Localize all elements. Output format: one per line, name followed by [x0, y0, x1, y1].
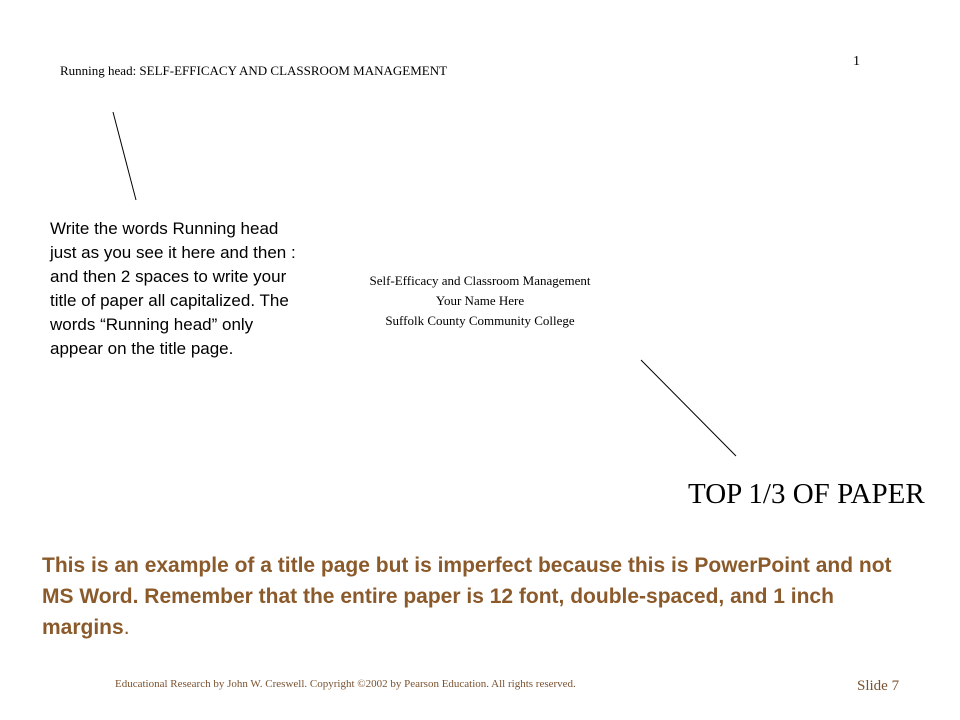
running-head: Running head: SELF-EFFICACY AND CLASSROOM MANAGEMENT: [60, 63, 448, 78]
copyright-footer: Educational Research by John W. Creswell. Copyright ©2002 by Pearson Education. All rights reserved.: [115, 678, 576, 690]
note-text: [42, 550, 922, 643]
note-body: This is an example of a title page but is imperfect because this is PowerPoint and not MS Word. Remember that the entire paper is 12 font, double-spaced, and 1 inch margins: [42, 554, 892, 639]
slide-number: Slide 7: [857, 678, 900, 694]
institution-name: Suffolk County Community College: [385, 313, 575, 328]
top-third-label: TOP 1/3 OF PAPER: [688, 478, 925, 510]
top-third-pointer-line: [641, 360, 736, 456]
running-head-pointer-line: [113, 112, 136, 200]
page-number: 1: [853, 54, 860, 69]
note-period: .: [123, 616, 130, 639]
title-block: [320, 271, 640, 331]
instruction-text: Write the words Running head just as you see it here and then : and then 2 spaces to write your title of paper all capitalized. The words “Running head” only appear on the title page.: [50, 219, 296, 358]
author-name: Your Name Here: [435, 293, 525, 308]
paper-title: Self-Efficacy and Classroom Management: [369, 273, 591, 288]
